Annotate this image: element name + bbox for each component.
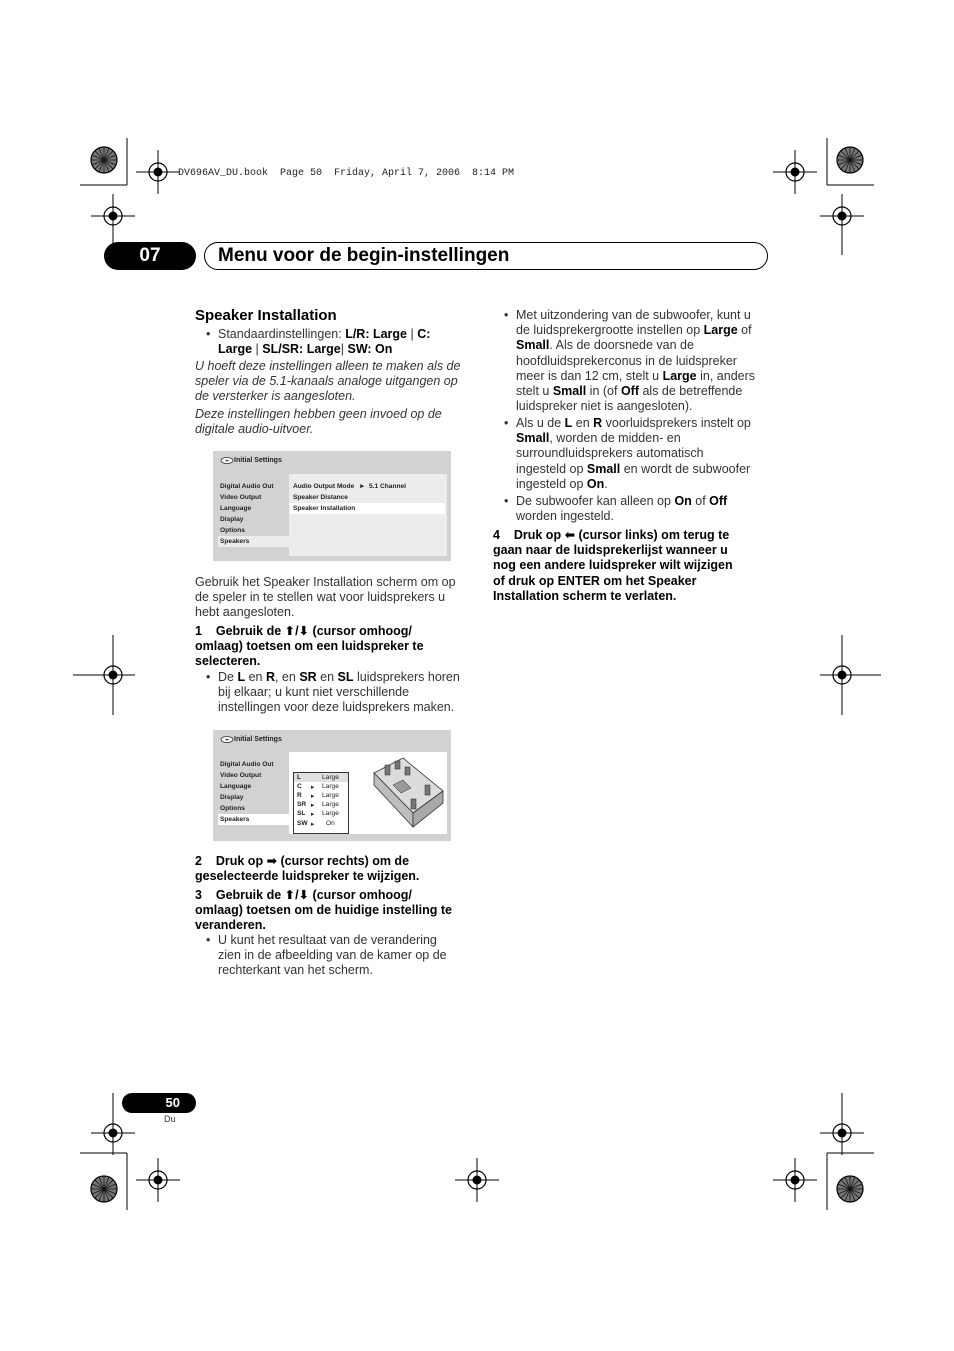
- step-1: 1 Gebruik de ⬆/⬇ (cursor omhoog/ omlaag) toetsen om een luidspreker te selecteren.: [195, 624, 424, 669]
- menu-item[interactable]: Display: [220, 516, 244, 523]
- chapter-title: Menu voor de begin-instellingen: [218, 245, 510, 266]
- menu-item[interactable]: Video Output: [220, 772, 262, 779]
- arrow-right-icon: ►: [359, 483, 366, 490]
- bullet-dot: •: [206, 327, 211, 341]
- arrow-left-icon: ⬅: [564, 528, 576, 542]
- note-analog: U hoeft deze instellingen alleen te maken als de speler via de 5.1-kanaals analoge uitgangen op de versterker is aangesloten.: [195, 359, 461, 404]
- settings-menu: [220, 759, 290, 825]
- speaker-panel: [289, 752, 447, 834]
- screen-title: Initial Settings: [234, 457, 282, 464]
- chapter-number: 07: [104, 242, 196, 270]
- arrow-right-icon: ▸: [311, 811, 315, 818]
- right-bullet-2: • Als u de L en R voorluidsprekers instelt op Small, worden de midden- en surroundluidsprekers automatisch ingesteld op Small en wordt de subwoofer ingesteld op On.: [504, 416, 751, 491]
- speaker-val[interactable]: Large: [322, 792, 339, 799]
- screen-initial-settings-2: [213, 730, 451, 841]
- arrow-right-icon: ▸: [311, 784, 315, 791]
- step-4: 4 Druk op ⬅ (cursor links) om terug te gaan naar de luidsprekerlijst wanneer u nog een andere luidspreker wilt wijzigen of druk op ENTER om het Speaker Installation scherm te verlaten.: [493, 528, 733, 603]
- disc-icon: [220, 456, 234, 465]
- speaker-val[interactable]: On: [326, 820, 335, 827]
- arrow-right-icon: ▸: [311, 793, 315, 800]
- step1-bullet: • De L en R, en SR en SL luidsprekers horen bij elkaar; u kunt niet verschillende instellingen voor deze luidsprekers maken.: [206, 670, 460, 715]
- print-info-line: DV696AV_DU.book Page 50 Friday, April 7, 2006 8:14 PM: [178, 168, 515, 179]
- intro-text: Gebruik het Speaker Installation scherm om op de speler in te stellen wat voor luidsprekers u hebt aangesloten.: [195, 575, 456, 620]
- menu-item[interactable]: Digital Audio Out: [220, 761, 274, 768]
- submenu-item-selected[interactable]: Speaker Installation: [293, 505, 356, 512]
- menu-item[interactable]: Language: [220, 783, 252, 790]
- screen-initial-settings-1: [213, 451, 451, 561]
- menu-item[interactable]: Display: [220, 794, 244, 801]
- speaker-val[interactable]: Large: [322, 810, 339, 817]
- arrow-right-icon: ➡: [266, 854, 278, 868]
- step-2: 2 Druk op ➡ (cursor rechts) om de geselecteerde luidspreker te wijzigen.: [195, 854, 420, 884]
- step3-bullet: • U kunt het resultaat van de verandering zien in de afbeelding van de kamer op de rechterkant van het scherm.: [206, 933, 447, 978]
- menu-item[interactable]: Options: [220, 527, 245, 534]
- speaker-ch[interactable]: SL: [297, 810, 306, 817]
- speaker-val[interactable]: Large: [322, 774, 339, 781]
- right-bullet-3: • De subwoofer kan alleen op On of Off worden ingesteld.: [504, 494, 728, 524]
- arrow-right-icon: ▸: [311, 802, 315, 809]
- screen-title: Initial Settings: [234, 736, 282, 743]
- menu-item-selected[interactable]: Speakers: [218, 536, 290, 547]
- right-bullet-1: • Met uitzondering van de subwoofer, kunt u de luidsprekergrootte instellen op Large of Small. Als de doorsnede van de hoofdluidsprekerconus in de luidspreker meer is dan 12 cm, stelt u Large in, anders stelt u Small in (of Off als de betreffende luidspreker niet is aangesloten).: [504, 308, 756, 414]
- menu-item[interactable]: Language: [220, 505, 252, 512]
- menu-item[interactable]: Video Output: [220, 494, 262, 501]
- disc-icon: [220, 735, 234, 744]
- room-illustration: [371, 755, 445, 833]
- speaker-ch[interactable]: R: [297, 792, 302, 799]
- section-title: Speaker Installation: [195, 307, 337, 324]
- submenu-item[interactable]: Speaker Distance: [293, 494, 348, 501]
- speaker-ch[interactable]: C: [297, 783, 302, 790]
- defaults-bullet: • Standaardinstellingen: L/R: Large | C: Large | SL/SR: Large| SW: On: [206, 327, 431, 357]
- page-number: 50: [165, 1095, 180, 1110]
- up-down-arrow-icon: ⬆/⬇: [284, 888, 310, 902]
- speaker-ch[interactable]: L: [297, 774, 302, 781]
- note-digital: Deze instellingen hebben geen invoed op de digitale audio-uitvoer.: [195, 407, 442, 437]
- submenu-value: 5.1 Channel: [369, 483, 407, 490]
- page-language: Du: [164, 1114, 176, 1124]
- step-3: 3 Gebruik de ⬆/⬇ (cursor omhoog/ omlaag) toetsen om de huidige instelling te veranderen.: [195, 888, 452, 933]
- speaker-ch[interactable]: SW: [297, 820, 308, 827]
- menu-item[interactable]: Digital Audio Out: [220, 483, 274, 490]
- submenu-panel: [289, 474, 447, 556]
- menu-item[interactable]: Options: [220, 805, 245, 812]
- speaker-val[interactable]: Large: [322, 783, 339, 790]
- arrow-right-icon: ▸: [311, 821, 315, 828]
- settings-menu: [220, 481, 290, 547]
- page-number-badge: [122, 1093, 196, 1113]
- menu-item-selected[interactable]: Speakers: [218, 814, 292, 825]
- speaker-list: [293, 772, 349, 834]
- submenu-item[interactable]: Audio Output Mode: [293, 483, 355, 490]
- speaker-ch[interactable]: SR: [297, 801, 307, 808]
- speaker-val[interactable]: Large: [322, 801, 339, 808]
- up-down-arrow-icon: ⬆/⬇: [284, 624, 310, 638]
